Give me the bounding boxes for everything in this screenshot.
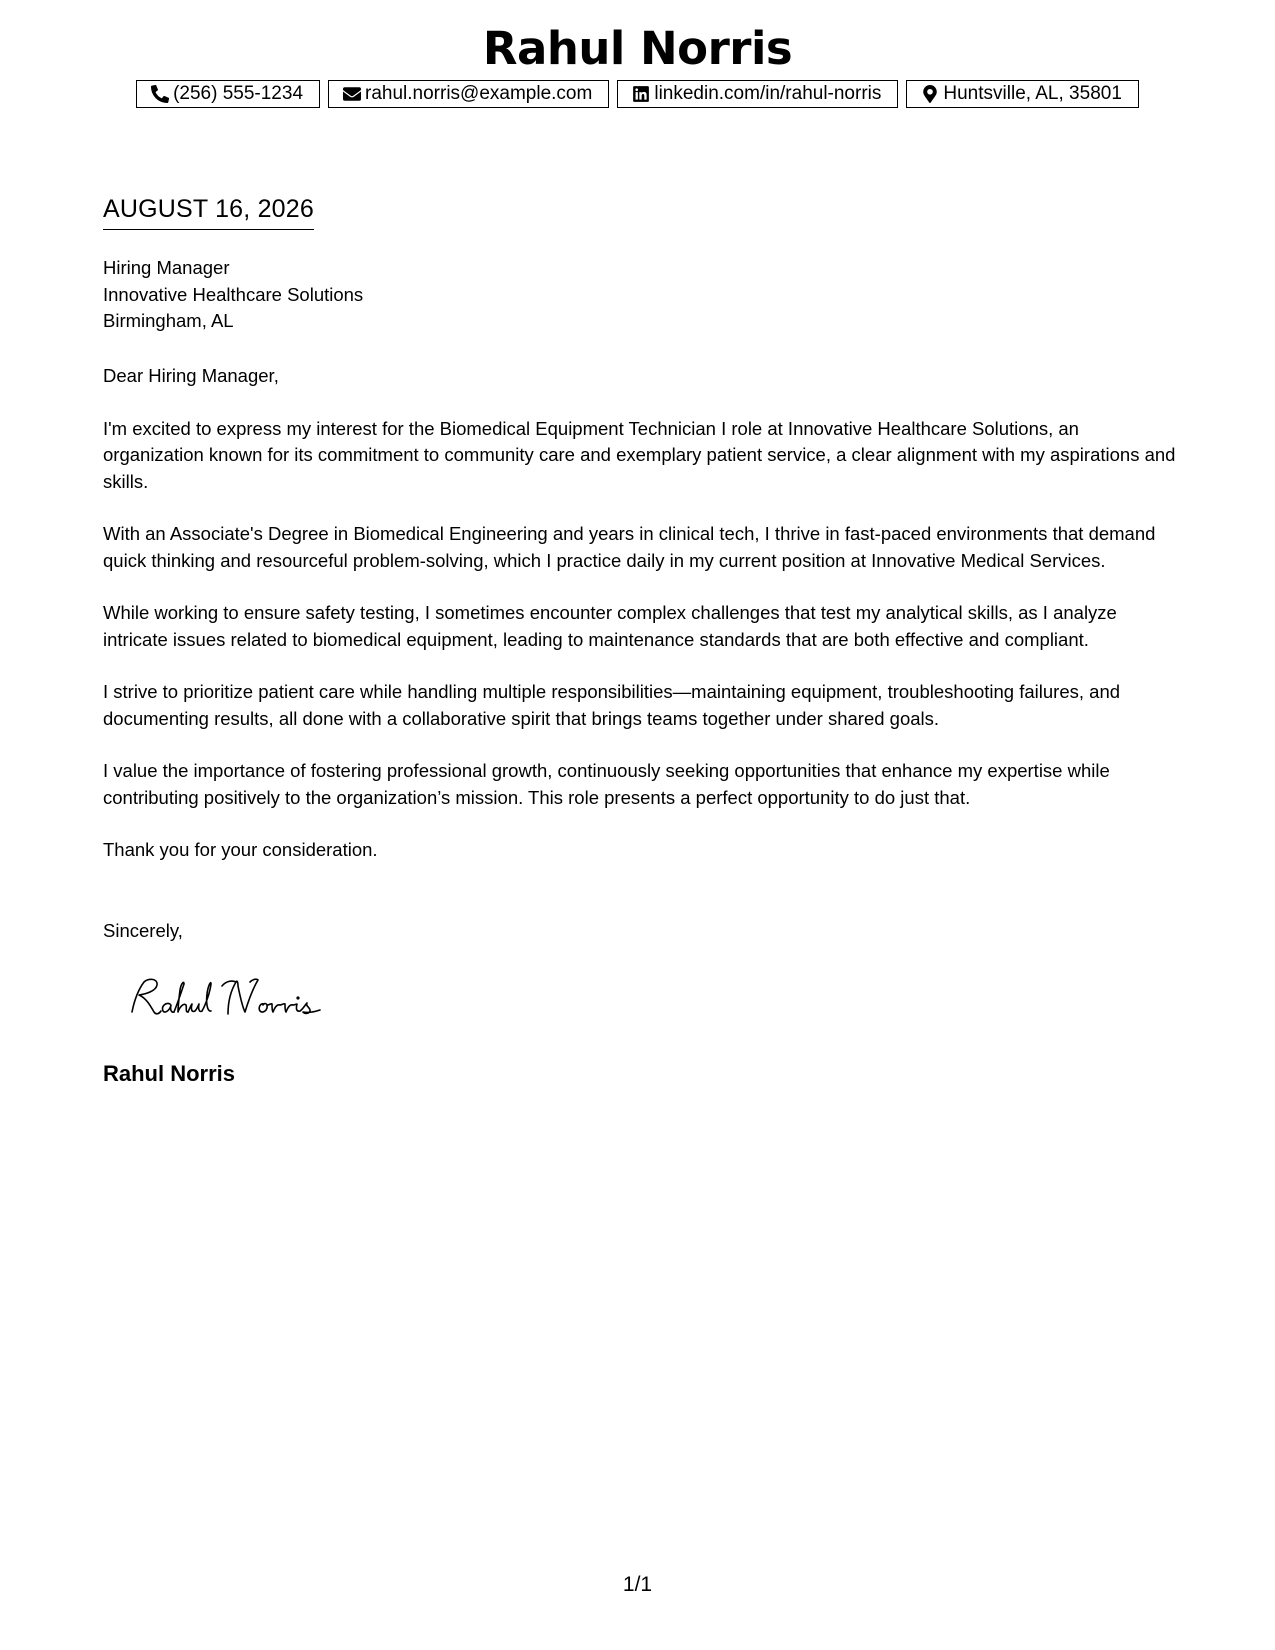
recipient-block bbox=[103, 255, 363, 335]
applicant-name-heading: Rahul Norris bbox=[482, 22, 793, 75]
contact-phone-text: (256) 555-1234 bbox=[173, 83, 304, 104]
body-paragraph: I value the importance of fostering professional growth, continuously seeking opportunities that enhance my expertise while contributing positively to the organization’s mission. This role presents a perfect opportunity to do just that. bbox=[103, 760, 1110, 808]
contact-email bbox=[328, 80, 609, 108]
envelope-icon bbox=[343, 85, 361, 103]
body-paragraph: I'm excited to express my interest for the Biomedical Equipment Technician I role at Innovative Healthcare Solutions, an organization known for its commitment to community care and exemplary patient service, a clear alignment with my aspirations and skills. bbox=[103, 417, 1176, 492]
handwritten-signature bbox=[124, 972, 344, 1024]
letter-body bbox=[103, 363, 1183, 890]
recipient-company: Innovative Healthcare Solutions bbox=[103, 283, 364, 305]
salutation: Dear Hiring Manager, bbox=[103, 365, 279, 386]
contact-phone bbox=[136, 80, 320, 108]
map-marker-icon bbox=[921, 85, 939, 103]
body-paragraph: I strive to prioritize patient care while handling multiple responsibilities—maintaining equipment, troubleshooting failures, and documenting results, all done with a collaborative spirit that brings teams together under shared goals. bbox=[103, 681, 1121, 729]
contact-location-text: Huntsville, AL, 35801 bbox=[943, 83, 1122, 104]
signer-name: Rahul Norris bbox=[103, 1061, 236, 1086]
recipient-title: Hiring Manager bbox=[103, 257, 230, 278]
letter-date: AUGUST 16, 2026 bbox=[103, 194, 314, 230]
page-number: 1/1 bbox=[622, 1573, 653, 1596]
recipient-location: Birmingham, AL bbox=[103, 310, 234, 331]
closing-line: Sincerely, bbox=[103, 920, 183, 941]
body-paragraph: With an Associate's Degree in Biomedical Engineering and years in clinical tech, I thrive in fast-paced environments that demand quick thinking and resourceful problem-solving, which I practice daily in my current position at Innovative Medical Services. bbox=[103, 523, 1156, 571]
phone-icon bbox=[151, 85, 169, 103]
contact-location bbox=[906, 80, 1139, 108]
contact-email-text: rahul.norris@example.com bbox=[365, 83, 593, 104]
contact-bar bbox=[0, 80, 1275, 108]
linkedin-icon bbox=[632, 85, 650, 103]
contact-linkedin bbox=[617, 80, 898, 108]
contact-linkedin-text: linkedin.com/in/rahul-norris bbox=[654, 83, 882, 104]
body-paragraph: While working to ensure safety testing, I sometimes encounter complex challenges that test my analytical skills, as I analyze intricate issues related to biomedical equipment, leading to maintenance standards that are both effective and compliant. bbox=[103, 602, 1117, 650]
thank-you-line: Thank you for your consideration. bbox=[103, 839, 378, 860]
